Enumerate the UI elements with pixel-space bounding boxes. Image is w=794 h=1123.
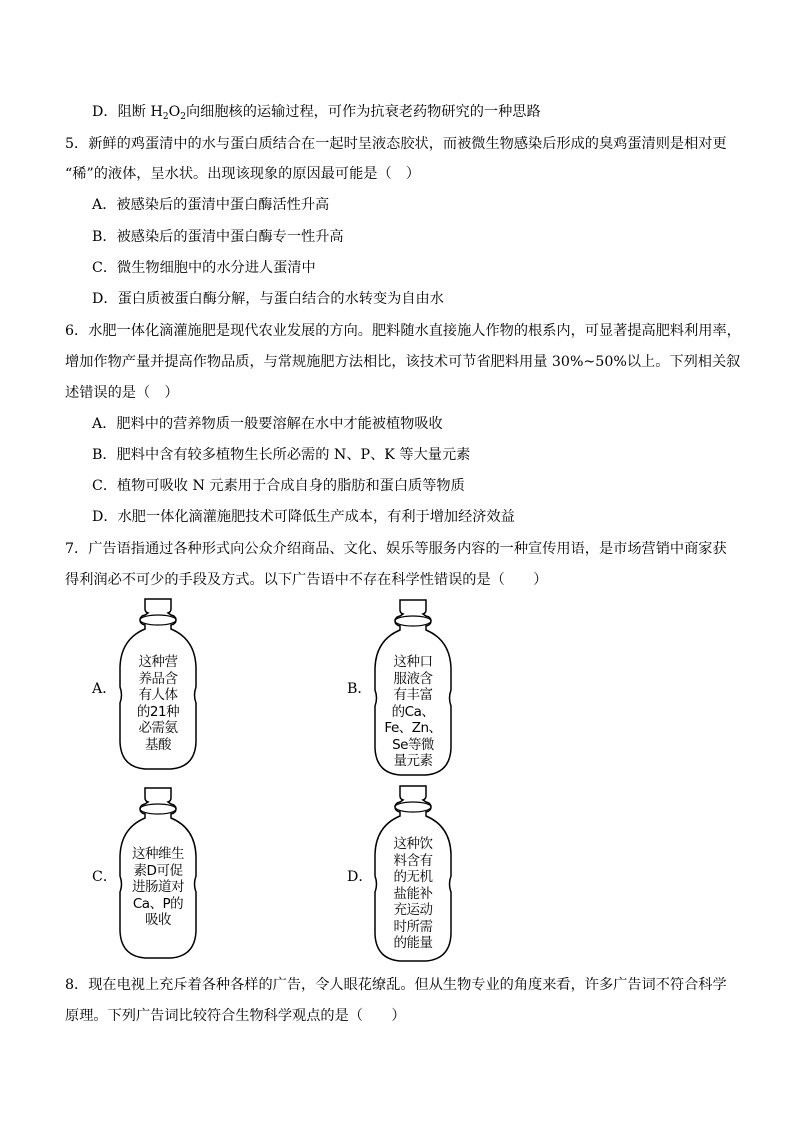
q6-stem-line2: 增加作物产量并提高作物品质，与常规施肥方法相比，该技术可节省肥料用量 30%~50%以上。下列相关叙 (65, 354, 741, 370)
q4-option-d: D．阻断 $H_2O_2$向细胞核的运输过程，可作为抗衰老药物研究的一种思路 (92, 104, 541, 122)
q8-stem-line1: 8．现在电视上充斥着各种各样的广告，令人眼花缭乱。但从生物专业的角度来看，许多广告词不符合科学 (65, 977, 727, 993)
bottle-a-text: 这种营 养品含 有人体 的21种 必需氨 基酸 (136, 654, 180, 753)
q7-option-b-label: B． (347, 681, 372, 697)
q5-stem-line1: 5．新鲜的鸡蛋清中的水与蛋白质结合在一起时呈液态胶状，而被微生物感染后形成的臭鸡蛋清则是相对更 (65, 136, 727, 152)
bottle-b-text: 这种口 服液含 有丰富 的Ca、 Fe、Zn、 Se等微 量元素 (384, 654, 442, 769)
q5-option-a: A．被感染后的蛋清中蛋白酶活性升高 (92, 197, 330, 213)
q7-stem-line1: 7．广告语指通过各种形式向公众介绍商品、文化、娱乐等服务内容的一种宣传用语，是市场营销中商家获 (65, 541, 727, 557)
q8-stem-line2: 原理。下列广告词比较符合生物科学观点的是（ ） (65, 1008, 406, 1024)
q6-option-c: C．植物可吸收 N 元素用于合成自身的脂肪和蛋白质等物质 (92, 478, 465, 494)
q6-option-a: A．肥料中的营养物质一般要溶解在水中才能被植物吸收 (92, 416, 443, 432)
q7-bottle-a (115, 597, 201, 773)
q7-option-c-label: C． (92, 869, 118, 885)
q6-option-b: B．肥料中含有较多植物生长所必需的 N、P、K 等大量元素 (92, 447, 471, 463)
q6-option-d: D．水肥一体化滴灌施肥技术可降低生产成本，有利于增加经济效益 (92, 509, 515, 525)
q7-bottle-d (370, 784, 456, 964)
q5-option-d: D．蛋白质被蛋白酶分解，与蛋白结合的水转变为自由水 (92, 291, 444, 307)
q7-option-a-label: A． (92, 681, 117, 697)
q6-stem-line1: 6．水肥一体化滴灌施肥是现代农业发展的方向。肥料随水直接施人作物的根系内，可显著提高肥料利用率， (65, 323, 741, 339)
q5-option-b: B．被感染后的蛋清中蛋白酶专一性升高 (92, 229, 344, 245)
q5-option-c: C．微生物细胞中的水分进人蛋清中 (92, 260, 316, 276)
q7-bottle-b (370, 598, 456, 778)
q6-stem-line3: 述错误的是（ ） (65, 385, 179, 401)
bottle-c-text: 这种维生 素D可促 进肠道对 Ca、P的 吸收 (132, 846, 184, 928)
q7-option-d-label: D． (347, 869, 373, 885)
q7-stem-line2: 得利润必不可少的手段及方式。以下广告语中不存在科学性错误的是（ ） (65, 572, 548, 588)
q7-bottle-c (115, 786, 201, 962)
bottle-d-text: 这种饮 料含有 的无机 盐能补 充运动 时所需 的能量 (393, 836, 433, 951)
q5-stem-line2: “稀”的液体，呈水状。出现该现象的原因最可能是（ ） (65, 166, 421, 182)
